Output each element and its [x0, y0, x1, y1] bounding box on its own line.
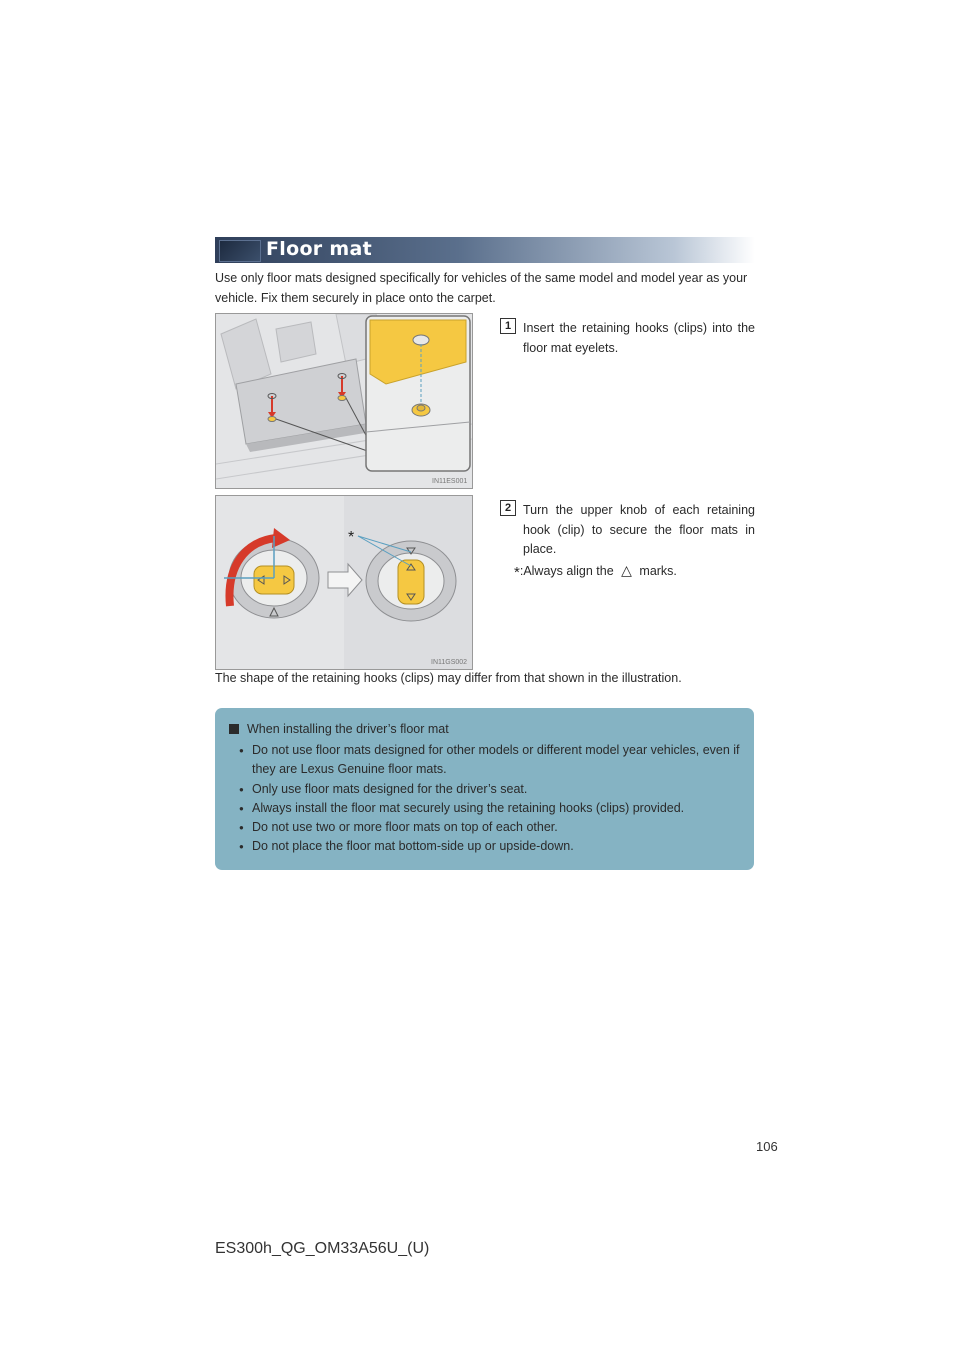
- page-number: 106: [756, 1139, 778, 1154]
- figure-2-code: IN11GS002: [431, 659, 468, 666]
- caution-item: ● Do not use floor mats designed for other models or different model year vehicles, even if they are Lexus Genuine floor mats.: [239, 741, 747, 780]
- knob-rotation-illustration: [216, 496, 472, 669]
- figure-knob-rotation: [215, 495, 473, 670]
- caution-item: ● Do not place the floor mat bottom-side up or upside-down.: [239, 837, 747, 856]
- floor-mat-illustration: [216, 314, 472, 488]
- square-bullet-icon: [229, 724, 239, 734]
- step-2-note: [514, 562, 677, 581]
- intro-paragraph: Use only floor mats designed specifically for vehicles of the same model and model year as your vehicle. Fix them securely in place onto the carpet.: [215, 271, 748, 305]
- figure-1-code: IN11ES001: [432, 478, 468, 485]
- caution-item: ● Only use floor mats designed for the driver’s seat.: [239, 780, 747, 799]
- caution-list: [239, 741, 747, 857]
- step-1-text: Insert the retaining hooks (clips) into the floor mat eyelets.: [523, 321, 755, 355]
- shape-note: The shape of the retaining hooks (clips) may differ from that shown in the illustration.: [215, 671, 682, 685]
- note-asterisk: *: [514, 564, 520, 581]
- caution-item: ● Always install the floor mat securely using the retaining hooks (clips) provided.: [239, 799, 747, 818]
- triangle-mark-icon: △: [621, 562, 632, 578]
- note-after: marks.: [639, 564, 677, 578]
- section-title-bar: [215, 237, 755, 263]
- step-1-badge: 1: [500, 318, 516, 334]
- step-2-text: Turn the upper knob of each retaining hook (clip) to secure the floor mats in place.: [523, 503, 755, 556]
- caution-box: [215, 708, 754, 870]
- caution-heading-text: When installing the driver’s floor mat: [247, 722, 449, 736]
- step-2-badge: 2: [500, 500, 516, 516]
- caution-item: ● Do not use two or more floor mats on top of each other.: [239, 818, 747, 837]
- section-title: Floor mat: [266, 238, 372, 260]
- note-before: :Always align the: [519, 564, 614, 578]
- caution-heading: [229, 722, 449, 736]
- figure-2-asterisk: *: [348, 529, 355, 546]
- figure-floor-mat-hooks: [215, 313, 473, 489]
- title-swatch-icon: [219, 240, 261, 262]
- document-code: ES300h_QG_OM33A56U_(U): [215, 1240, 430, 1257]
